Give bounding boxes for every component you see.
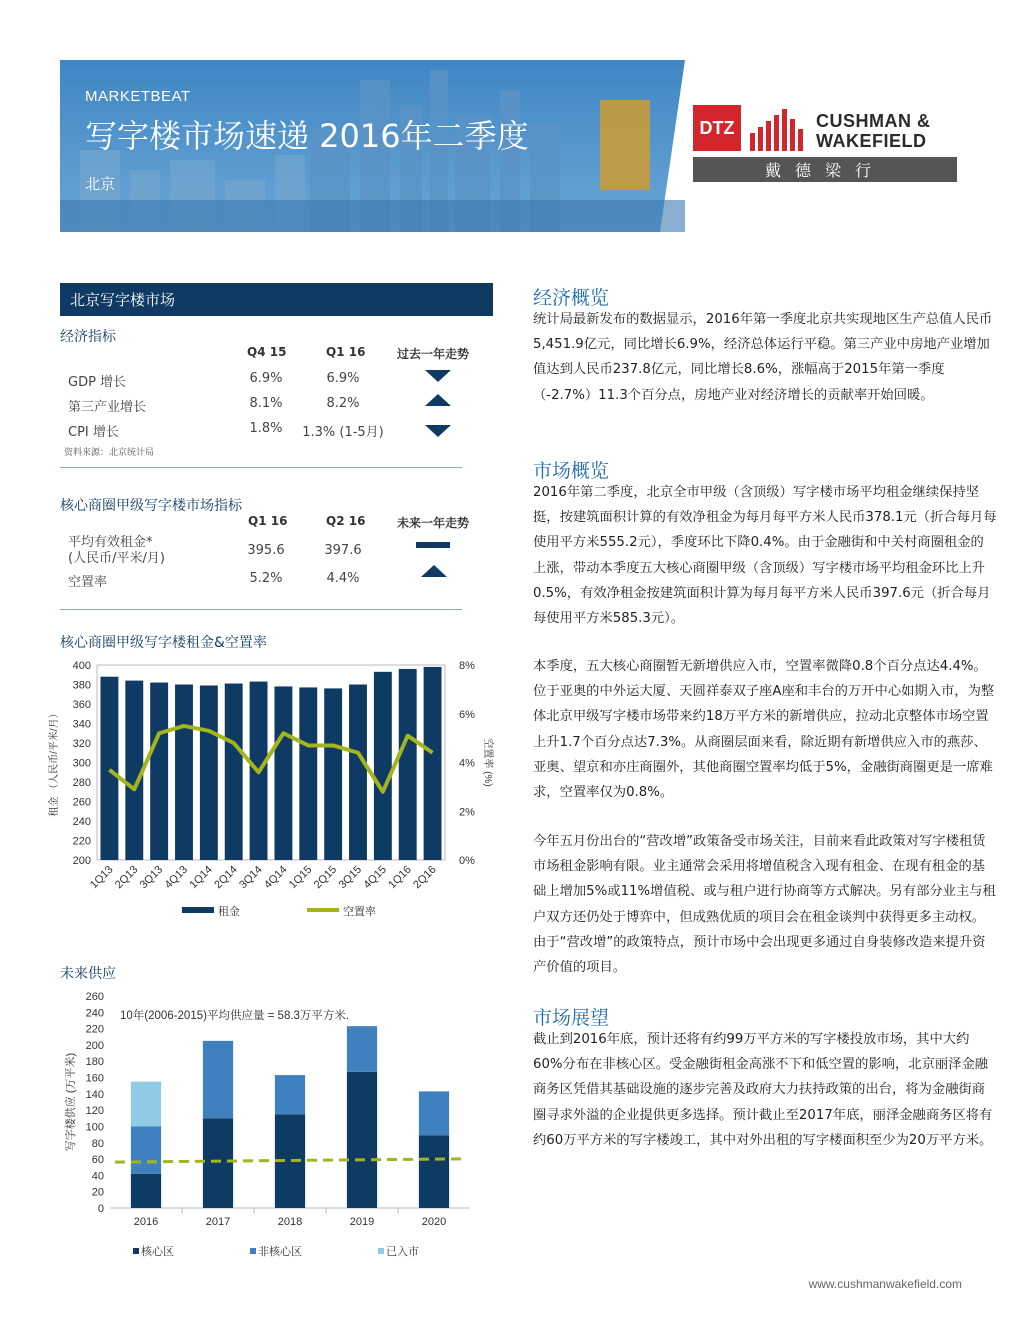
cw-wordmark: CUSHMAN & WAKEFIELD	[816, 111, 931, 151]
supply-bar-segment	[203, 1118, 233, 1208]
average-supply-annotation: 10年(2006-2015)平均供应量 = 58.3万平方米.	[120, 1010, 350, 1022]
legend-label-vacancy: 空置率	[343, 906, 376, 918]
rent-bar	[150, 683, 168, 860]
y2-axis-label: 空置率 (%)	[482, 738, 493, 787]
supply-bar-segment	[131, 1082, 161, 1127]
y-tick-label: 220	[72, 835, 91, 848]
core-col-q216: Q2 16	[326, 514, 366, 528]
report-title: 写字楼市场速递 2016年二季度	[85, 117, 529, 155]
y-axis-label: 写字楼供应 (万平米)	[65, 1052, 77, 1152]
supply-bar-segment	[347, 1026, 377, 1072]
rent-label: 平均有效租金* (人民币/平米/月)	[68, 535, 165, 566]
econ-col-q415: Q4 15	[247, 345, 287, 359]
y-tick-label: 260	[85, 991, 104, 1003]
y2-tick-label: 6%	[459, 708, 475, 721]
market-paragraph-2: 本季度，五大核心商圈暂无新增供应入市，空置率微降0.8个百分点达4.4%。位于亚奥的中外运大厦、天圆祥泰双子座A座和丰台的万开中心如期入市，为整体北京甲级写字楼市场带来约18万平方米的新增供应，拉动北京整体市场空置上升1.7个百分点达7.3%。从商圈层面来看，除近期有新增供应入市的燕莎、亚奥、望京和亦庄商圈外，其他商圈空置率均低于5%，金融街商圈更是一席难求，空置率仅为0.8%。	[533, 659, 995, 801]
economy-heading: 经济概览	[533, 287, 610, 309]
legend-swatch-rent	[182, 907, 214, 913]
econ-row-value: 6.9%	[326, 371, 360, 386]
supply-bar-segment	[275, 1075, 305, 1114]
econ-row-value: 1.8%	[249, 421, 283, 436]
header-banner	[60, 60, 685, 232]
supply-bar-segment	[419, 1091, 449, 1135]
rent-bar	[424, 667, 442, 860]
rent-bar	[100, 677, 118, 860]
econ-row-value: 8.1%	[249, 396, 283, 411]
y2-tick-label: 2%	[459, 806, 475, 819]
y-tick-label: 40	[91, 1170, 104, 1183]
y-tick-label: 80	[91, 1137, 104, 1150]
y-tick-label: 260	[72, 796, 91, 809]
y2-tick-label: 4%	[459, 757, 475, 770]
x-tick-label: 3Q14	[237, 863, 265, 892]
y-tick-label: 120	[85, 1105, 104, 1118]
legend-label-rent: 租金	[218, 906, 240, 918]
core-col-trend: 未来一年走势	[397, 516, 470, 530]
supply-bar-segment	[131, 1174, 161, 1208]
market-section-title: 北京写字楼市场	[60, 283, 493, 316]
econ-row-value: 1.3% (1-5月)	[302, 425, 384, 440]
trend-flat-icon	[416, 542, 450, 548]
data-source-note: 资料来源：北京统计局	[64, 448, 155, 458]
legend-swatch-vacancy	[307, 908, 339, 912]
trend-up-icon	[425, 394, 451, 406]
y-tick-label: 300	[72, 757, 91, 770]
y-tick-label: 0	[97, 1203, 104, 1215]
y-tick-label: 180	[85, 1056, 104, 1069]
x-tick-label: 2020	[421, 1216, 447, 1228]
econ-col-q116: Q1 16	[326, 345, 366, 359]
x-tick-label: 1Q14	[187, 863, 215, 892]
rent-vacancy-chart	[45, 650, 505, 930]
y-tick-label: 140	[85, 1088, 104, 1101]
supply-bar-segment	[419, 1135, 449, 1208]
core-indicators-heading: 核心商圈甲级写字楼市场指标	[60, 498, 242, 514]
rent-bar	[200, 685, 218, 860]
rent-bar	[374, 672, 392, 860]
economy-paragraph: 统计局最新发布的数据显示，2016年第一季度北京共实现地区生产总值人民币5,451.9亿元，同比增长6.9%，经济总体运行平稳。第三产业中房地产业增加值达到人民币237.8亿元，同比增长8.6%，涨幅高于2015年第一季度（-2.7%）11.3个百分点，房地产业对经济增长的贡献率开始回暖。	[533, 312, 993, 403]
divider	[60, 467, 462, 468]
x-tick-label: 3Q15	[336, 863, 365, 892]
x-tick-label: 4Q13	[162, 863, 191, 892]
cw-logo-icon	[748, 105, 806, 151]
y-tick-label: 100	[85, 1121, 104, 1134]
core-col-q116: Q1 16	[248, 514, 288, 528]
y-tick-label: 20	[91, 1186, 104, 1199]
x-tick-label: 4Q14	[262, 863, 290, 892]
rent-chart-title: 核心商圈甲级写字楼租金&空置率	[60, 635, 267, 651]
vacancy-value-q216: 4.4%	[326, 571, 360, 586]
y-tick-label: 280	[72, 777, 91, 789]
dtz-chinese-name: 戴德梁行	[693, 157, 957, 182]
outlook-heading: 市场展望	[533, 1007, 610, 1029]
y-tick-label: 160	[85, 1072, 104, 1085]
market-paragraph-3: 今年五月份出台的“营改增”政策备受市场关注，目前来看此政策对写字楼租赁市场租金影响有限。业主通常会采用将增值税含入现有租金、在现有租金的基础上增加5%或11%增值税、或与租户进行协商等方式解决。另有部分业主与租户双方还仍处于博弈中，但成熟优质的项目会在租金谈判中获得更多主动权。由于“营改增”的政策特点，预计市场中会出现更多通过自身装修改造来提升资产价值的项目。	[533, 834, 996, 976]
legend-label: 核心区	[141, 1246, 174, 1258]
x-tick-label: 2017	[205, 1216, 231, 1228]
market-heading: 市场概览	[533, 460, 610, 482]
rent-bar	[299, 687, 317, 860]
supply-chart-title: 未来供应	[60, 966, 116, 982]
econ-row-label: GDP 增长	[68, 375, 127, 390]
econ-row-label: CPI 增长	[68, 425, 119, 440]
legend-swatch	[133, 1248, 139, 1254]
legend-label: 已入市	[386, 1246, 419, 1258]
econ-row-label: 第三产业增长	[68, 400, 147, 415]
trend-up-icon	[421, 565, 447, 577]
plot-frame	[97, 665, 445, 860]
dtz-logo: DTZ	[693, 105, 741, 151]
trend-down-icon	[425, 425, 451, 437]
supply-bar-segment	[347, 1072, 377, 1208]
econ-indicators-heading: 经济指标	[60, 329, 116, 345]
supply-bar-segment	[131, 1126, 161, 1173]
trend-down-icon	[425, 370, 451, 382]
x-tick-label: 4Q15	[361, 863, 389, 892]
x-tick-label: 3Q13	[137, 863, 166, 892]
y-tick-label: 340	[72, 718, 91, 731]
y-tick-label: 200	[85, 1039, 104, 1052]
supply-bar-segment	[203, 1041, 233, 1118]
x-tick-label: 1Q15	[286, 863, 315, 892]
y-tick-label: 400	[72, 660, 91, 672]
rent-bar	[399, 669, 417, 860]
x-tick-label: 2Q16	[411, 863, 439, 892]
x-tick-label: 2Q14	[212, 863, 240, 892]
marketbeat-label: MARKETBEAT	[85, 88, 191, 105]
company-logo	[693, 103, 959, 183]
vacancy-value-q116: 5.2%	[249, 571, 283, 586]
city-label: 北京	[85, 175, 116, 193]
y-tick-label: 240	[85, 1007, 104, 1020]
econ-col-trend: 过去一年走势	[397, 347, 470, 361]
x-tick-label: 2016	[133, 1216, 159, 1228]
divider	[60, 609, 462, 610]
y-tick-label: 360	[72, 699, 91, 711]
vacancy-label: 空置率	[68, 575, 108, 590]
econ-row-value: 6.9%	[249, 371, 283, 386]
y2-tick-label: 0%	[459, 855, 475, 867]
y-tick-label: 200	[72, 855, 91, 867]
y-tick-label: 320	[72, 738, 91, 750]
footer-url[interactable]: www.cushmanwakefield.com	[808, 1277, 962, 1291]
y-tick-label: 220	[85, 1023, 104, 1036]
x-tick-label: 2Q15	[311, 863, 340, 892]
y2-tick-label: 8%	[459, 660, 475, 672]
y-tick-label: 240	[72, 816, 91, 828]
x-tick-label: 2Q13	[112, 863, 141, 892]
x-tick-label: 1Q13	[88, 863, 116, 892]
rent-bar	[324, 688, 342, 860]
rent-bar	[349, 685, 367, 861]
econ-row-value: 8.2%	[326, 396, 360, 411]
x-tick-label: 2018	[277, 1216, 303, 1228]
future-supply-chart	[60, 985, 480, 1270]
market-paragraph-1: 2016年第二季度，北京全市甲级（含顶级）写字楼市场平均租金继续保持坚挺，按建筑面积计算的有效净租金为每月每平方米人民币378.1元（折合每月每使用平方米555.2元），季度环比下降0.4%。由于金融街和中关村商圈租金的上涨，带动本季度五大核心商圈甲级（含顶级）写字楼市场平均租金环比上升0.5%，有效净租金按建筑面积计算为每月每平方米人民币397.6元（折合每月每使用平方米585.3元）。	[533, 485, 997, 627]
y-tick-label: 60	[91, 1154, 104, 1167]
x-tick-label: 2019	[349, 1216, 375, 1228]
y-axis-label: 租金 （人民币/平米/月）	[49, 708, 60, 817]
x-tick-label: 1Q16	[386, 863, 414, 892]
rent-value-q116: 395.6	[247, 543, 285, 558]
legend-swatch	[250, 1248, 256, 1254]
legend-label: 非核心区	[258, 1246, 302, 1258]
y-tick-label: 380	[72, 679, 91, 692]
outlook-paragraph: 截止到2016年底，预计还将有约99万平方米的写字楼投放市场，其中大约60%分布在非核心区。受金融街租金高涨不下和低空置的影响，北京丽泽金融商务区凭借其基础设施的逐步完善及政府大力扶持政策的出台，将为金融街商圈寻求外溢的企业提供更多选择。预计截止至2017年底，丽泽金融商务区将有约60万平方米的写字楼竣工，其中对外出租的写字楼面积至少为20万平方米。	[533, 1032, 993, 1148]
rent-bar	[225, 684, 243, 860]
rent-bar	[274, 686, 292, 860]
rent-bar	[175, 685, 193, 861]
rent-value-q216: 397.6	[324, 543, 362, 558]
legend-swatch	[378, 1248, 384, 1254]
